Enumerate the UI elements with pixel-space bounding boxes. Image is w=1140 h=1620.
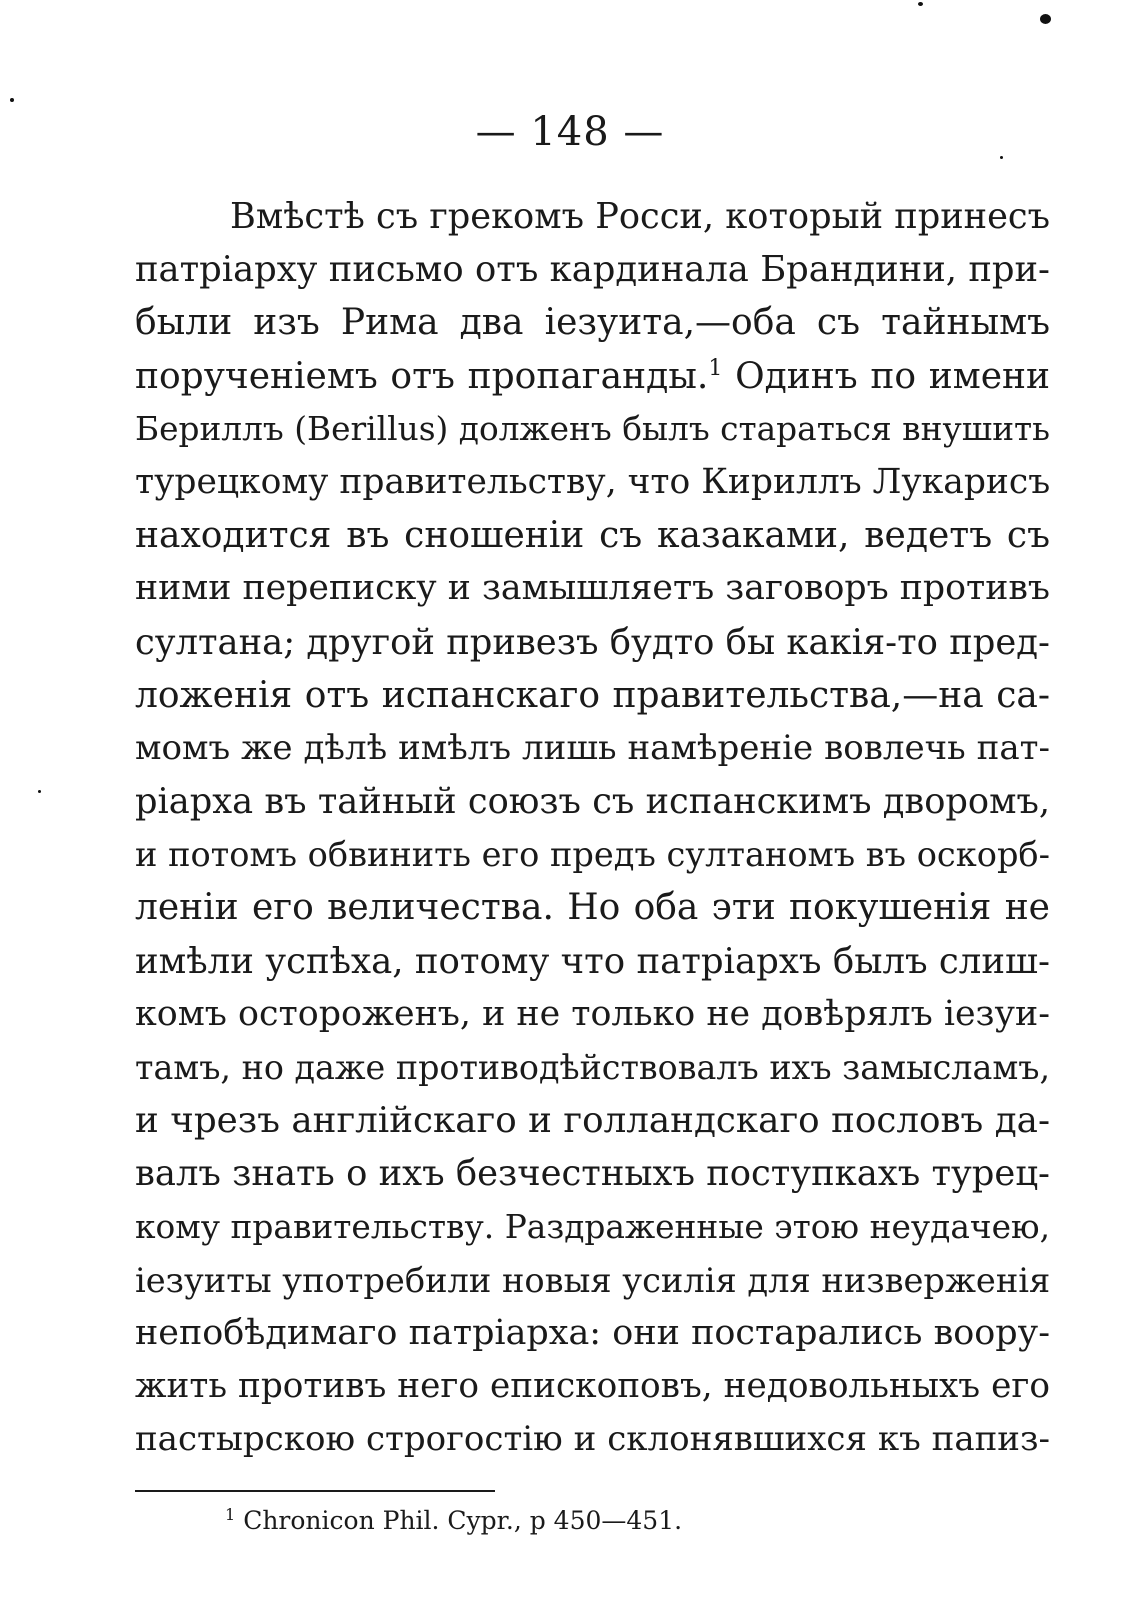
scan-speck [918,2,923,6]
text-line: и потомъ обвинить его предъ султаномъ въ оскорб- [135,835,1050,875]
text-line-part: Одинъ по имени [735,355,1050,397]
body-text [135,190,1050,1467]
text-line: патріарху письмо отъ кардинала Брандини, при- [135,249,1050,291]
footnote [225,1505,682,1537]
text-line: Вмѣстѣ съ грекомъ Росси, который принесъ [230,196,1050,237]
scan-speck [1000,156,1003,159]
footnote-text: Chronicon Phil. Cypr., p 450—451. [243,1506,683,1535]
text-line: ріарха въ тайный союзъ съ испанскимъ дворомъ, [135,781,1050,823]
text-line: были изъ Рима два іезуита,—оба съ тайнымъ [135,302,1050,344]
scan-speck [38,790,41,793]
text-line-with-footnote [135,350,1050,403]
scan-speck [1040,14,1051,24]
footnote-separator [135,1490,495,1492]
footnote-number: 1 [225,1504,236,1524]
text-line: леніи его величества. Но оба эти покушенія не [135,887,1050,929]
text-line: тамъ, но даже противодѣйствовалъ ихъ замысламъ, [135,1048,1051,1087]
text-line: султана; другой привезъ будто бы какія-то пред- [135,621,1050,663]
text-line: и чрезъ англійскаго и голландскаго пословъ да- [135,1100,1050,1142]
text-line: іезуиты употребили новыя усилія для низверженія [135,1260,1051,1300]
text-line: жить противъ него епископовъ, недовольныхъ его [135,1366,1050,1407]
footnote-marker: 1 [708,355,723,381]
text-line: Бериллъ (Berillus) долженъ былъ стараться внушить [135,409,1050,448]
text-line: имѣли успѣха, потому что патріархъ былъ слиш- [135,940,1050,982]
text-line: ложенія отъ испанскаго правительства,—на са- [135,674,1050,716]
text-line: находится въ сношеніи съ казаками, ведетъ съ [135,515,1050,557]
text-line: момъ же дѣлѣ имѣлъ лишь намѣреніе вовлечь пат- [135,727,1050,768]
text-line: валъ знать о ихъ безчестныхъ поступкахъ турец- [135,1153,1050,1195]
text-line-part: порученіемъ отъ пропаганды. [135,355,709,397]
text-line: пастырскою строгостію и склонявшихся къ папиз- [135,1419,1050,1460]
text-line: кому правительству. Раздраженные этою неудачею, [135,1207,1050,1246]
scan-speck [10,98,14,102]
text-line: ними переписку и замышляетъ заговоръ противъ [135,568,1050,609]
text-line: турецкому правительству, что Кириллъ Лукарисъ [135,461,1051,502]
page-number: — 148 — [475,109,665,155]
text-line: непобѣдимаго патріарха: они постарались воору- [135,1312,1050,1353]
text-line: комъ остороженъ, и не только не довѣрялъ іезуи- [135,993,1050,1034]
